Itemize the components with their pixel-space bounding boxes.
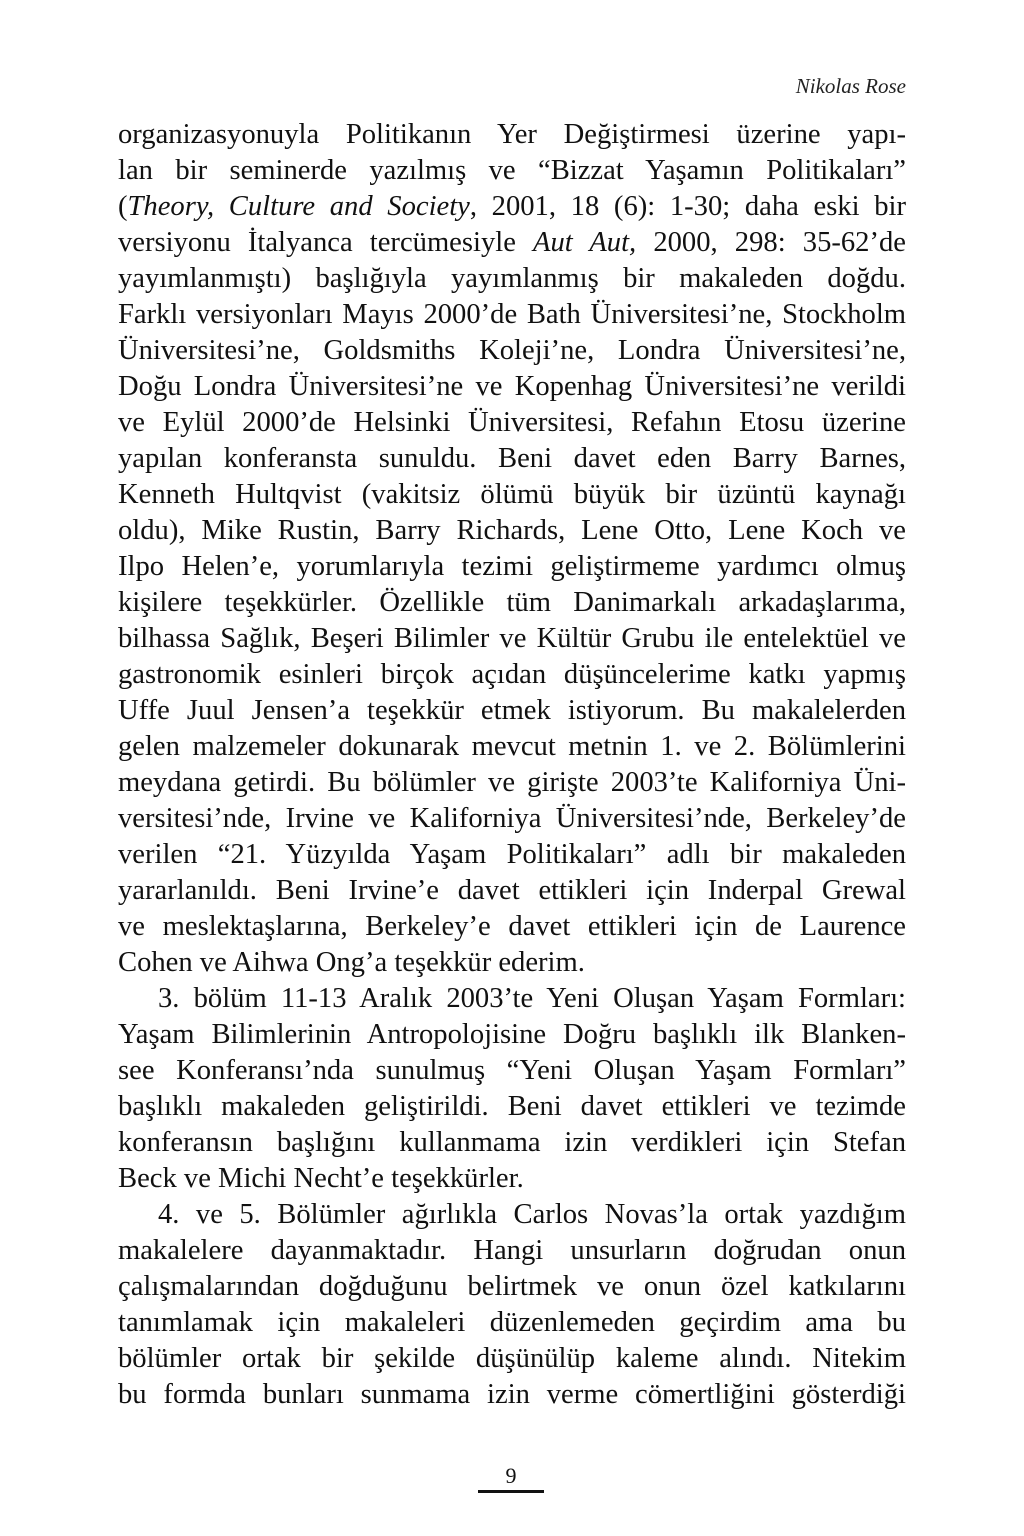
text-line: lan bir seminerde yazılmış ve “Bizzat Yaşamın Politikaları”	[118, 155, 906, 186]
text-line: Ilpo Helen’e, yorumlarıyla tezimi geliştirmeme yardımcı olmuş	[118, 551, 906, 582]
text-line: 3. bölüm 11-13 Aralık 2003’te Yeni Oluşan Yaşam Formları:	[158, 983, 906, 1014]
text-line: Beck ve Michi Necht’e teşekkürler.	[118, 1163, 524, 1194]
text-line: Doğu Londra Üniversitesi’ne ve Kopenhag Üniversitesi’ne verildi	[118, 371, 906, 402]
body-text	[118, 117, 906, 1413]
text-line: Farklı versiyonları Mayıs 2000’de Bath Üniversitesi’ne, Stockholm	[118, 299, 906, 330]
page-number: 9	[505, 1463, 517, 1488]
text-line	[118, 225, 906, 261]
text-line: çalışmalarından doğduğunu belirtmek ve onun özel katkılarını	[118, 1271, 906, 1302]
text-line: makalelere dayanmaktadır. Hangi unsurların doğrudan onun	[118, 1235, 906, 1266]
text-line: gelen malzemeler dokunarak mevcut metnin 1. ve 2. Bölümlerini	[118, 731, 906, 762]
text-segment: , 2001, 18 (6): 1-30; daha eski bir	[469, 191, 906, 222]
text-line: versitesi’nde, Irvine ve Kaliforniya Üniversitesi’nde, Berkeley’de	[118, 803, 906, 834]
text-line: verilen “21. Yüzyılda Yaşam Politikaları” adlı bir makaleden	[118, 839, 906, 870]
text-segment: 2000, 298: 35-62’de	[636, 227, 906, 258]
text-line: tanımlamak için makaleleri düzenlemeden geçirdim ama bu	[118, 1307, 906, 1338]
text-line: yayımlanmıştı) başlığıyla yayımlanmış bir makaleden doğdu.	[118, 263, 906, 294]
text-line: 4. ve 5. Bölümler ağırlıkla Carlos Novas’la ortak yazdığım	[158, 1199, 906, 1230]
text-line: gastronomik esinleri birçok açıdan düşüncelerime katkı yapmış	[118, 659, 906, 690]
text-line: Üniversitesi’ne, Goldsmiths Koleji’ne, Londra Üniversitesi’ne,	[118, 335, 906, 366]
text-line: Kenneth Hultqvist (vakitsiz ölümü büyük bir üzüntü kaynağı	[118, 479, 906, 510]
running-header-author: Nikolas Rose	[795, 74, 906, 98]
italic-title: Theory, Culture and Society	[127, 191, 470, 222]
text-line: konferansın başlığını kullanmama izin verdikleri için Stefan	[118, 1127, 906, 1158]
italic-title: Aut Aut,	[533, 227, 637, 258]
page-footer	[478, 1464, 544, 1493]
text-line: başlıklı makaleden geliştirildi. Beni davet ettikleri ve tezimde	[118, 1091, 906, 1122]
text-line: Cohen ve Aihwa Ong’a teşekkür ederim.	[118, 947, 585, 978]
text-line: bu formda bunları sunmama izin verme cömertliğini gösterdiği	[118, 1379, 906, 1410]
text-line: yararlanıldı. Beni Irvine’e davet ettikleri için Inderpal Grewal	[118, 875, 906, 906]
text-line: meydana getirdi. Bu bölümler ve girişte 2003’te Kaliforniya Üni-	[118, 767, 906, 798]
text-line: kişilere teşekkürler. Özellikle tüm Danimarkalı arkadaşlarıma,	[118, 587, 906, 618]
page-number-rule	[478, 1490, 544, 1493]
text-line: oldu), Mike Rustin, Barry Richards, Lene Otto, Lene Koch ve	[118, 515, 906, 546]
text-line: organizasyonuyla Politikanın Yer Değiştirmesi üzerine yapı-	[118, 119, 906, 150]
text-line: ve meslektaşlarına, Berkeley’e davet ettikleri için de Laurence	[118, 911, 906, 942]
text-line: Uffe Juul Jensen’a teşekkür etmek istiyorum. Bu makalelerden	[118, 695, 906, 726]
text-line: see Konferansı’nda sunulmuş “Yeni Oluşan Yaşam Formları”	[118, 1055, 906, 1086]
text-line	[118, 189, 906, 225]
text-line: ve Eylül 2000’de Helsinki Üniversitesi, Refahın Etosu üzerine	[118, 407, 906, 438]
text-line: yapılan konferansta sunuldu. Beni davet eden Barry Barnes,	[118, 443, 906, 474]
text-segment: versiyonu İtalyanca tercümesiyle	[118, 227, 534, 258]
text-line: bölümler ortak bir şekilde düşünülüp kaleme alındı. Nitekim	[118, 1343, 906, 1374]
text-segment: (	[118, 191, 128, 222]
text-line: Yaşam Bilimlerinin Antropolojisine Doğru başlıklı ilk Blanken-	[118, 1019, 906, 1050]
text-line: bilhassa Sağlık, Beşeri Bilimler ve Kültür Grubu ile entelektüel ve	[118, 623, 906, 654]
